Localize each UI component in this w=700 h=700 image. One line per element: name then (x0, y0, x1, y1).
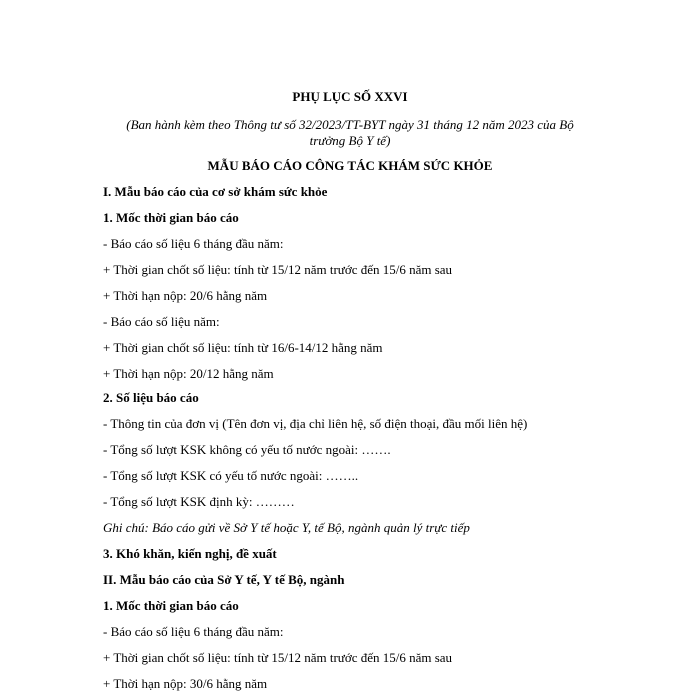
list-item: + Thời gian chốt số liệu: tính từ 15/12 năm trước đến 15/6 năm sau (103, 262, 453, 277)
list-item: - Báo cáo số liệu 6 tháng đầu năm: (103, 236, 284, 251)
list-item: - Tổng số lượt KSK định kỳ: ……… (103, 494, 295, 509)
section-1-2-heading: 2. Số liệu báo cáo (103, 390, 199, 405)
section-2-1-heading: 1. Mốc thời gian báo cáo (103, 598, 239, 613)
list-item: - Tổng số lượt KSK có yếu tố nước ngoài: …….. (103, 468, 359, 483)
list-item: + Thời gian chốt số liệu: tính từ 15/12 năm trước đến 15/6 năm sau (103, 650, 453, 665)
section-1-heading: I. Mẫu báo cáo của cơ sở khám sức khỏe (103, 184, 328, 199)
form-title: MẪU BÁO CÁO CÔNG TÁC KHÁM SỨC KHỎE (207, 158, 493, 173)
section-2-heading: II. Mẫu báo cáo của Sở Y tế, Y tế Bộ, ngành (103, 572, 345, 587)
section-1-3-heading: 3. Khó khăn, kiến nghị, đề xuất (103, 546, 277, 561)
list-item: - Báo cáo số liệu năm: (103, 314, 220, 329)
issuance-note-line-2: trưởng Bộ Y tế) (309, 133, 391, 148)
list-item: - Báo cáo số liệu 6 tháng đầu năm: (103, 624, 284, 639)
list-item: + Thời hạn nộp: 30/6 hằng năm (103, 676, 268, 691)
list-item: - Thông tin của đơn vị (Tên đơn vị, địa chỉ liên hệ, số điện thoại, đầu mối liên hệ) (103, 416, 528, 431)
section-1-1-heading: 1. Mốc thời gian báo cáo (103, 210, 239, 225)
appendix-title: PHỤ LỤC SỐ XXVI (292, 89, 408, 104)
issuance-note-line-1: (Ban hành kèm theo Thông tư số 32/2023/TT-BYT ngày 31 tháng 12 năm 2023 của Bộ (126, 117, 574, 132)
list-item: + Thời gian chốt số liệu: tính từ 16/6-14/12 hằng năm (103, 340, 383, 355)
list-item: + Thời hạn nộp: 20/12 hằng năm (103, 366, 274, 381)
list-item: - Tổng số lượt KSK không có yếu tố nước ngoài: ……. (103, 442, 391, 457)
list-item: + Thời hạn nộp: 20/6 hằng năm (103, 288, 268, 303)
note-text: Ghi chú: Báo cáo gửi về Sở Y tế hoặc Y, tế Bộ, ngành quản lý trực tiếp (103, 520, 470, 535)
